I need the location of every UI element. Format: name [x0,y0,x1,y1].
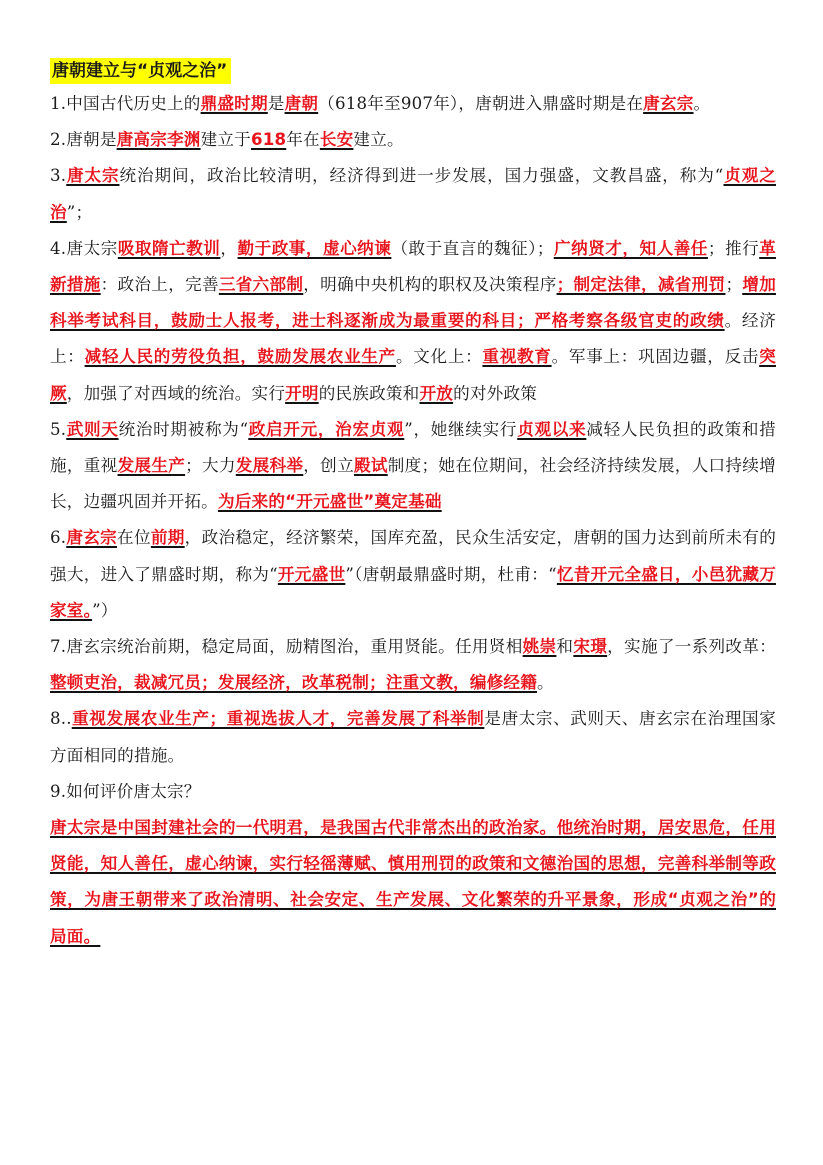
highlighted-text: 鼎盛时期 [200,94,268,113]
document-page [50,58,776,955]
highlighted-text: 唐玄宗 [643,94,694,113]
text-segment: 。经济上： [50,311,776,367]
highlighted-text: 唐朝 [284,94,319,113]
highlighted-text: 发展生产 [117,456,186,476]
text-segment: 建立于 [200,130,251,150]
highlighted-text: 殿试 [353,456,388,476]
text-segment: 3. [50,166,67,186]
text-segment: 1.中国古代历史上的 [50,94,201,113]
highlighted-text: 广纳贤才，知人善任 [553,238,708,258]
highlighted-text: 武则天 [66,419,119,439]
list-item [50,520,776,629]
highlighted-text: 宋璟 [573,637,608,657]
text-segment: 。文化上： [395,347,483,367]
text-segment: ”） [92,600,118,620]
text-segment: ， [220,238,238,258]
highlighted-text: ；制定法律，减省刑罚 [556,275,726,295]
highlighted-text: 减轻人民的劳役负担，鼓励发展农业生产 [84,347,396,367]
highlighted-text: 突厥 [50,347,776,403]
highlighted-text: 忆昔开元全盛日，小邑犹藏万家室。 [50,564,776,620]
highlighted-text: 重视教育 [482,347,552,367]
highlighted-text: 唐玄宗 [66,528,118,548]
text-segment: ，实施了一系列改革： [607,637,777,657]
text-segment: ，政治稳定，经济繁荣，国库充盈，民众生活安定，唐朝的国力达到前所未有的强大，进入了鼎盛时期，称为“ [50,528,777,584]
list-item [50,774,776,810]
list-item [50,629,776,701]
highlighted-text: 长安 [319,130,354,150]
text-segment: 年在 [286,130,320,150]
highlighted-text: 唐太宗是中国封建社会的一代明君，是我国古代非常杰出的政治家。他统治时期，居安思危，任用贤能，知人善任，虚心纳谏，实行轻徭薄赋、慎用刑罚的政策和文德治国的思想，完善科举制等政策，为唐王朝带来了政治清明、社会安定、生产发展、文化繁荣的升平景象，形成“贞观之治”的局面。 [50,818,776,946]
list-item [50,86,776,122]
document-title: 唐朝建立与“贞观之治” [50,58,231,84]
highlighted-text: 唐太宗 [66,166,120,186]
text-segment: ；大力 [185,456,236,476]
list-item [50,810,776,955]
text-segment: 是 [267,94,285,113]
list-item [50,158,776,230]
text-segment: ，创立 [303,456,354,476]
text-segment: 在位 [117,528,151,548]
text-segment: ；推行 [707,238,760,258]
highlighted-text: 发展科举 [235,456,304,476]
highlighted-text: 贞观之治 [50,166,776,222]
highlighted-text: 吸取隋亡教训 [117,238,221,258]
text-segment: ； [725,275,743,295]
text-segment: 统治期间，政治比较清明，经济得到进一步发展，国力强盛，文教昌盛，称为“ [119,166,724,186]
text-segment: 减轻人民负担的政策和措施，重视 [50,419,776,476]
highlighted-text: 政启开元，治宏贞观 [248,419,405,439]
text-segment: 建立。 [353,130,404,150]
highlighted-text: 整顿吏治，裁减冗员；发展经济，改革税制；注重文教，编修经籍 [50,673,538,693]
highlighted-text: 重视发展农业生产；重视选拔人才，完善发展了科举制 [71,709,485,729]
highlighted-text: 前期 [150,528,185,548]
highlighted-text: 开放 [419,383,454,403]
text-segment: 8.. [50,709,72,729]
highlighted-text: 618 [250,130,287,150]
highlighted-text: 姚崇 [522,637,557,657]
highlighted-text: 贞观以来 [517,419,587,439]
highlighted-text: 革新措施 [50,238,776,295]
text-segment: ”，她继续实行 [404,419,518,439]
text-segment: 是唐太宗、武则天、唐玄宗在治理国家方面相同的措施。 [50,709,776,765]
highlighted-text: 为后来的“开元盛世”奠定基础 [217,492,442,512]
text-segment: 。军事上：巩固边疆，反击 [551,347,760,367]
text-segment: ”（唐朝最鼎盛时期，杜甫：“ [345,564,557,584]
text-segment: 的对外政策 [453,383,538,403]
text-segment: 制度；她在位期间，社会经济持续发展，人口持续增长，边疆巩固并开拓。 [50,456,776,512]
text-segment: 2.唐朝是 [50,130,117,150]
highlighted-text: 开元盛世 [277,564,346,584]
text-segment: 。 [693,94,711,113]
text-segment: 。 [537,673,554,693]
text-segment: （敢于直言的魏征）； [391,238,554,258]
text-segment: ，加强了对西域的统治。实行 [66,383,286,403]
document-body [50,86,776,955]
list-item [50,412,776,521]
highlighted-text: 开明 [285,383,319,403]
text-segment: ：政治上，完善 [100,275,219,295]
highlighted-text: 增加科举考试科目，鼓励士人报考，进士科逐渐成为最重要的科目；严格考察各级官吏的政绩 [50,275,777,331]
text-segment: （618年至907年），唐朝进入鼎盛时期是在 [318,94,644,113]
highlighted-text: 唐高宗李渊 [116,130,201,150]
text-segment: 4.唐太宗 [50,238,118,258]
text-segment: 6. [50,528,67,548]
highlighted-text: 勤于政事，虚心纳谏 [237,238,392,258]
text-segment: 5. [50,419,67,439]
text-segment: ，明确中央机构的职权及决策程序 [303,275,557,295]
highlighted-text: 三省六部制 [218,275,304,295]
text-segment: 7.唐玄宗统治前期，稳定局面，励精图治，重用贤能。任用贤相 [50,637,523,657]
text-segment: 9.如何评价唐太宗？ [50,781,201,801]
text-segment: 统治时期被称为“ [118,419,249,439]
list-item [50,122,776,158]
text-segment: 的民族政策和 [318,383,420,403]
text-segment: 和 [556,637,574,657]
list-item [50,231,776,412]
list-item [50,701,776,773]
text-segment: ”； [66,202,93,222]
